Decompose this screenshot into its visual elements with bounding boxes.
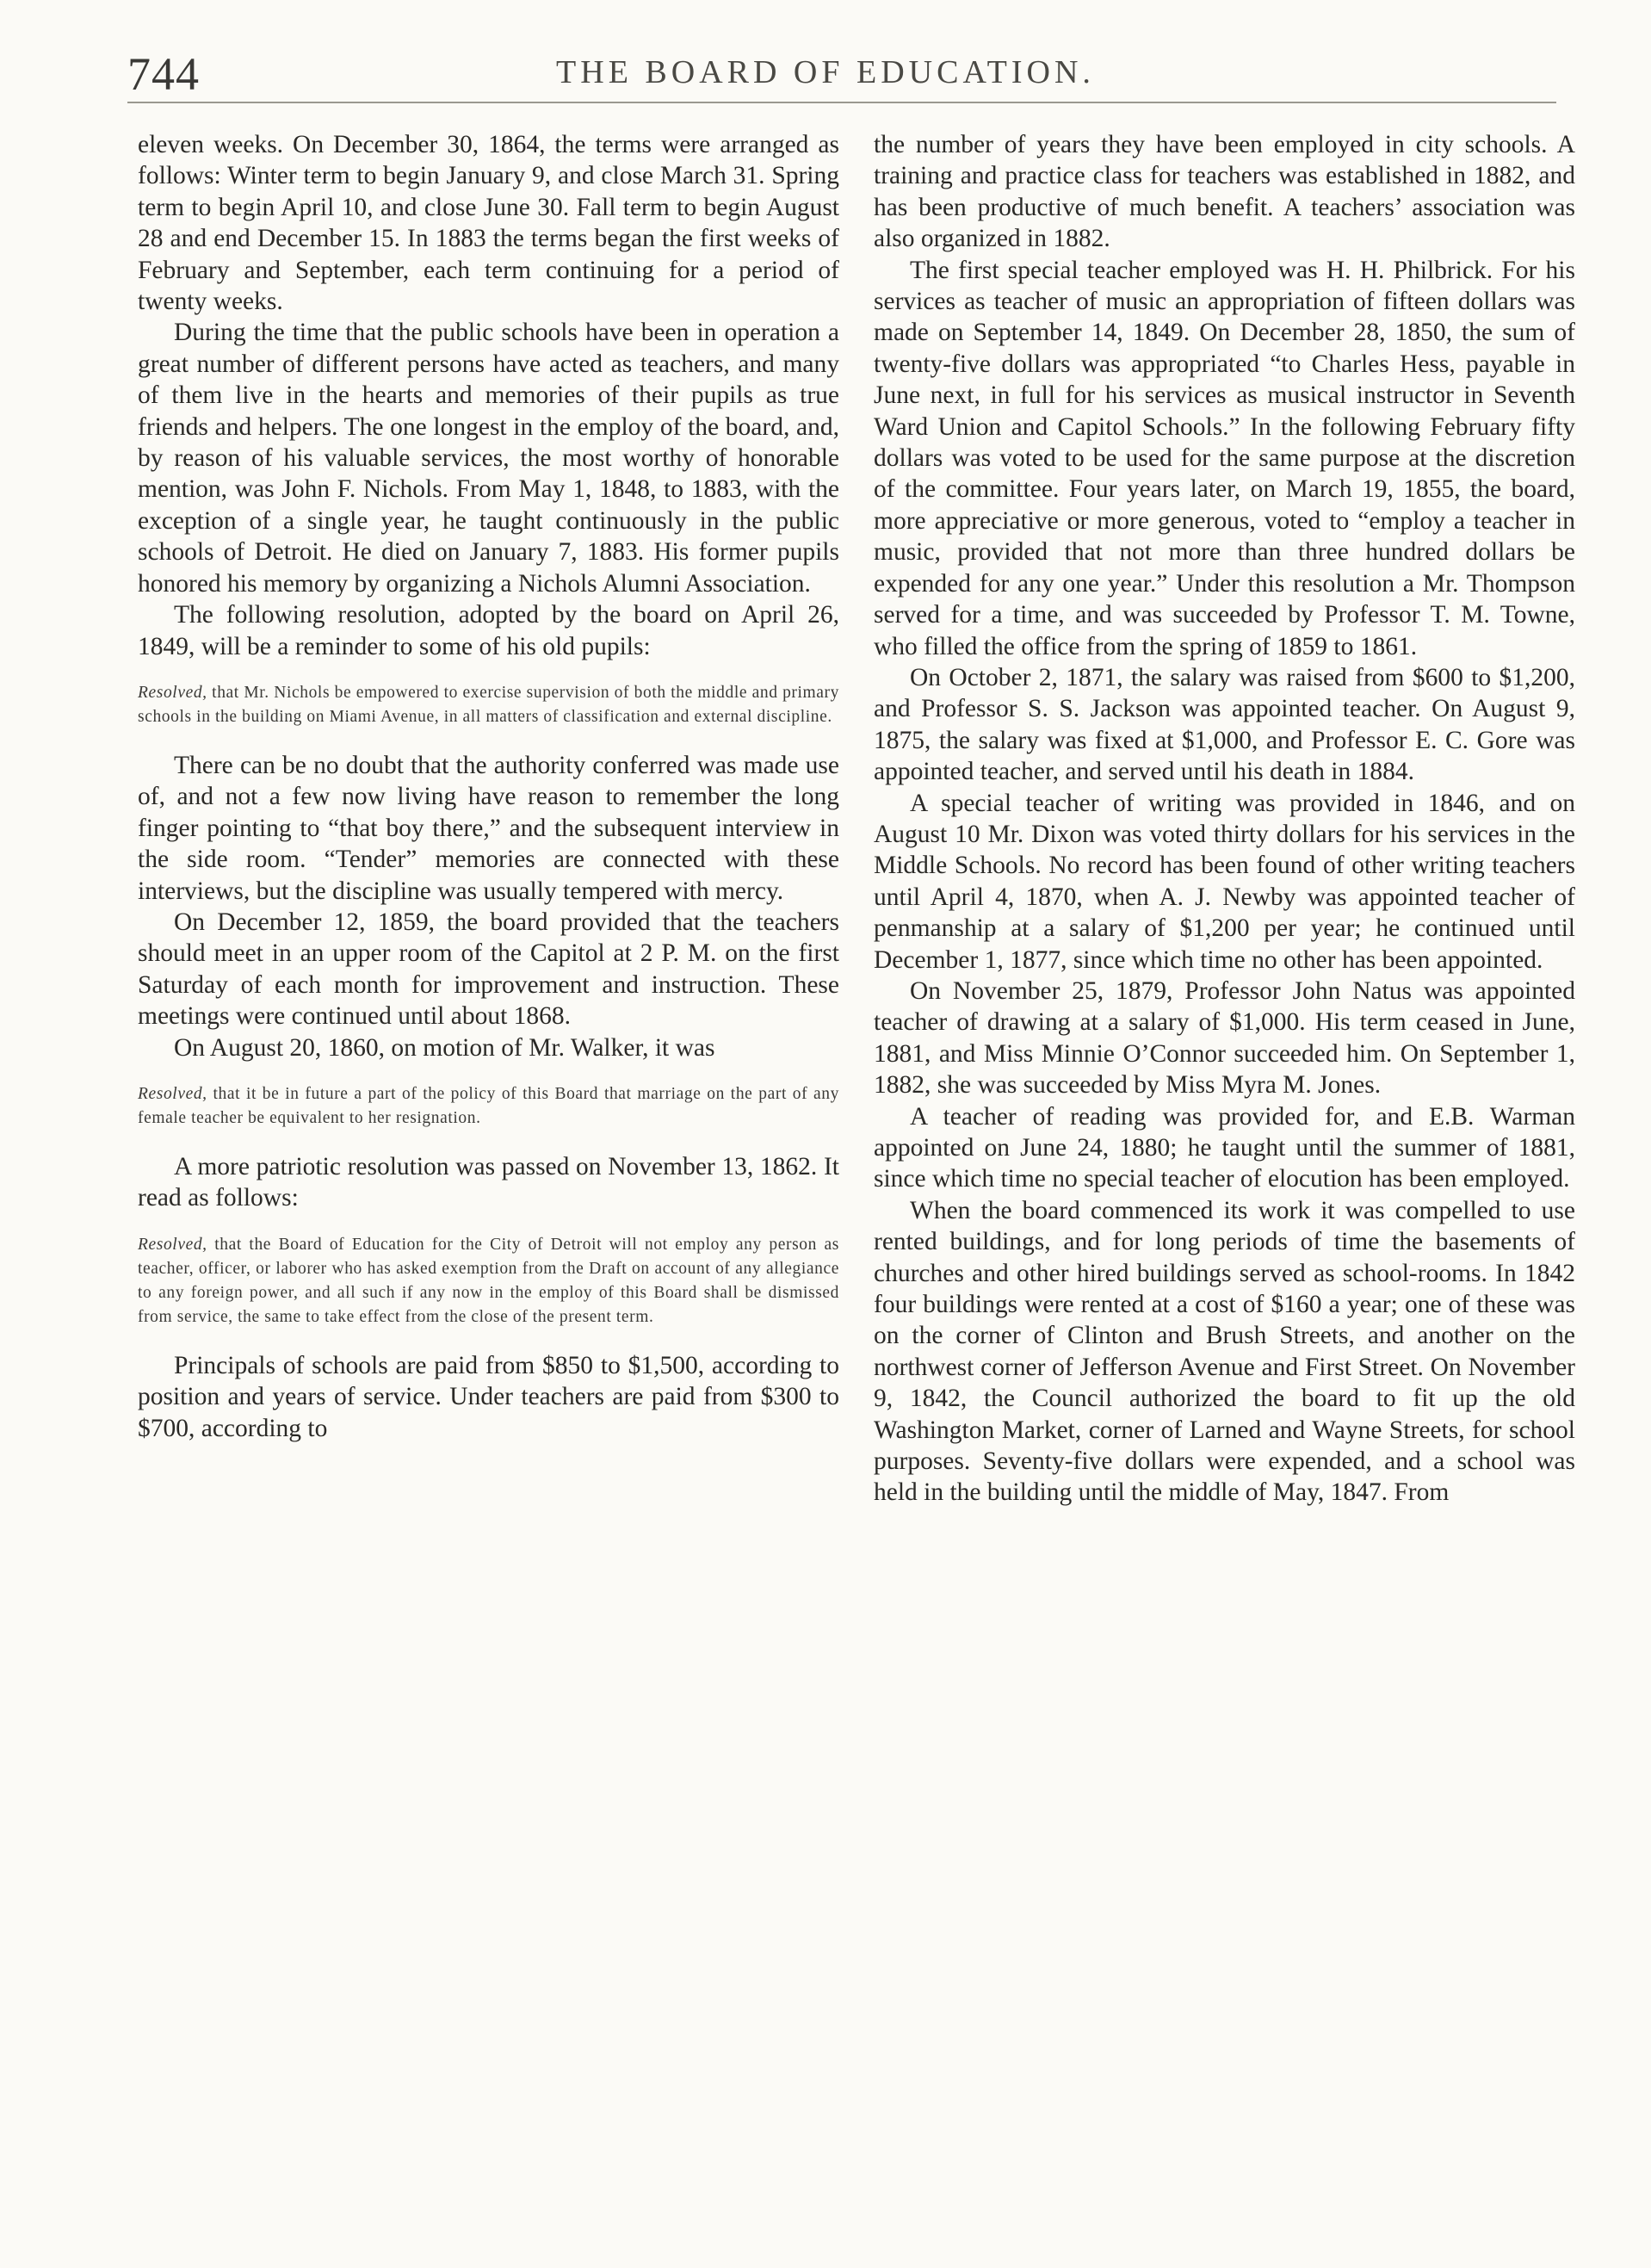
resolution-quote <box>138 1233 839 1329</box>
paragraph: When the board commenced its work it was compelled to use rented buildings, and for long periods of time the basements of churches and other hired buildings served as school-rooms. In 1842 four buildings were rented at a cost of $160 a year; one of these was on the corner of Clinton and Brush Streets, and another on the northwest corner of Jefferson Avenue and First Street. On November 9, 1842, the Council authorized the board to fit up the old Washington Market, corner of Larned and Wayne Streets, for school purposes. Seventy-five dollars were expended, and a school was held in the building until the middle of May, 1847. From <box>874 1196 1575 1507</box>
paragraph: On November 25, 1879, Professor John Natus was appointed teacher of drawing at a salary of $1,000. His term ceased in June, 1881, and Miss Minnie O’Connor succeeded him. On September 1, 1882, she was succeeded by Miss Myra M. Jones. <box>874 976 1575 1100</box>
paragraph: On October 2, 1871, the salary was raised from $600 to $1,200, and Professor S. S. Jackson was appointed teacher. On August 9, 1875, the salary was fixed at $1,000, and Professor E. C. Gore was appointed teacher, and served until his death in 1884. <box>874 663 1575 786</box>
resolved-word: Resolved, <box>138 683 207 702</box>
paragraph: A more patriotic resolution was passed on November 13, 1862. It read as follows: <box>138 1152 839 1212</box>
paragraph: eleven weeks. On December 30, 1864, the terms were arranged as follows: Winter term to begin January 9, and close March 31. Spring term to begin April 10, and close June 30. Fall term to begin August 28 and end December 15. In 1883 the terms began the first weeks of February and September, each term continuing for a period of twenty weeks. <box>138 131 839 316</box>
right-column <box>874 129 1575 1509</box>
paragraph: There can be no doubt that the authority conferred was made use of, and not a few now living have reason to remember the long finger pointing to “that boy there,” and the subsequent interview in the side room. “Tender” memories are connected with these interviews, but the discipline was usually tempered with mercy. <box>138 751 839 905</box>
resolution-quote <box>138 1082 839 1131</box>
resolved-word: Resolved, <box>138 1235 207 1254</box>
paragraph: A teacher of reading was provided for, and E.B. Warman appointed on June 24, 1880; he taught until the summer of 1881, since which time no special teacher of elocution has been employed. <box>874 1102 1575 1193</box>
paragraph: the number of years they have been employed in city schools. A training and practice class for teachers was established in 1882, and has been productive of much benefit. A teachers’ association was also organized in 1882. <box>874 131 1575 253</box>
left-column <box>138 129 839 1444</box>
page-number: 744 <box>127 48 200 100</box>
resolved-word: Resolved, <box>138 1084 207 1103</box>
resolution-text: that Mr. Nichols be empowered to exercise supervision of both the middle and primary schools in the building on Miami Avenue, in all matters of classification and external discipline. <box>138 683 839 726</box>
paragraph: On December 12, 1859, the board provided that the teachers should meet in an upper room of the Capitol at 2 P. M. on the first Saturday of each month for improvement and instruction. These meetings were continued until about 1868. <box>138 908 839 1031</box>
paragraph: Principals of schools are paid from $850 to $1,500, according to position and years of service. Under teachers are paid from $300 to $700, according to <box>138 1351 839 1442</box>
paragraph: During the time that the public schools have been in operation a great number of different persons have acted as teachers, and many of them live in the hearts and memories of their pupils as true friends and helpers. The one longest in the employ of the board, and, by reason of his valuable services, the most worthy of honorable mention, was John F. Nichols. From May 1, 1848, to 1883, with the exception of a single year, he taught continuously in the public schools of Detroit. He died on January 7, 1883. His former pupils honored his memory by organizing a Nichols Alumni Association. <box>138 319 839 598</box>
paragraph: On August 20, 1860, on motion of Mr. Walker, it was <box>174 1033 715 1062</box>
resolution-text: that it be in future a part of the policy of this Board that marriage on the part of any female teacher be equivalent to her resignation. <box>138 1084 839 1127</box>
running-title: THE BOARD OF EDUCATION. <box>556 54 1095 90</box>
paragraph: A special teacher of writing was provided in 1846, and on August 10 Mr. Dixon was voted thirty dollars for his services in the Middle Schools. No record has been found of other writing teachers until April 4, 1870, when A. J. Newby was appointed teacher of penmanship at a salary of $1,200 per year; he continued until December 1, 1877, since which time no other has been appointed. <box>874 789 1575 974</box>
header-rule <box>127 102 1556 103</box>
page-header <box>0 0 1651 103</box>
paragraph: The following resolution, adopted by the board on April 26, 1849, will be a reminder to some of his old pupils: <box>138 601 839 660</box>
resolution-quote <box>138 681 839 729</box>
resolution-text: that the Board of Education for the City of Detroit will not employ any person as teacher, officer, or laborer who has asked exemption from the Draft on account of any allegiance to any foreign power, and all such if any now in the employ of this Board shall be dismissed from service, the same to take effect from the close of the present term. <box>138 1235 839 1326</box>
paragraph: The first special teacher employed was H. H. Philbrick. For his services as teacher of music an appropriation of fifteen dollars was made on September 14, 1849. On December 28, 1850, the sum of twenty-five dollars was appropriated “to Charles Hess, payable in June next, in full for his services as musical instructor in Seventh Ward Union and Capitol Schools.” In the following February fifty dollars was voted to be used for the same purpose at the discretion of the committee. Four years later, on March 19, 1855, the board, more appreciative or more generous, voted to “employ a teacher in music, provided that not more than three hundred dollars be expended for any one year.” Under this resolution a Mr. Thompson served for a time, and was succeeded by Professor T. M. Towne, who filled the office from the spring of 1859 to 1861. <box>874 256 1575 660</box>
